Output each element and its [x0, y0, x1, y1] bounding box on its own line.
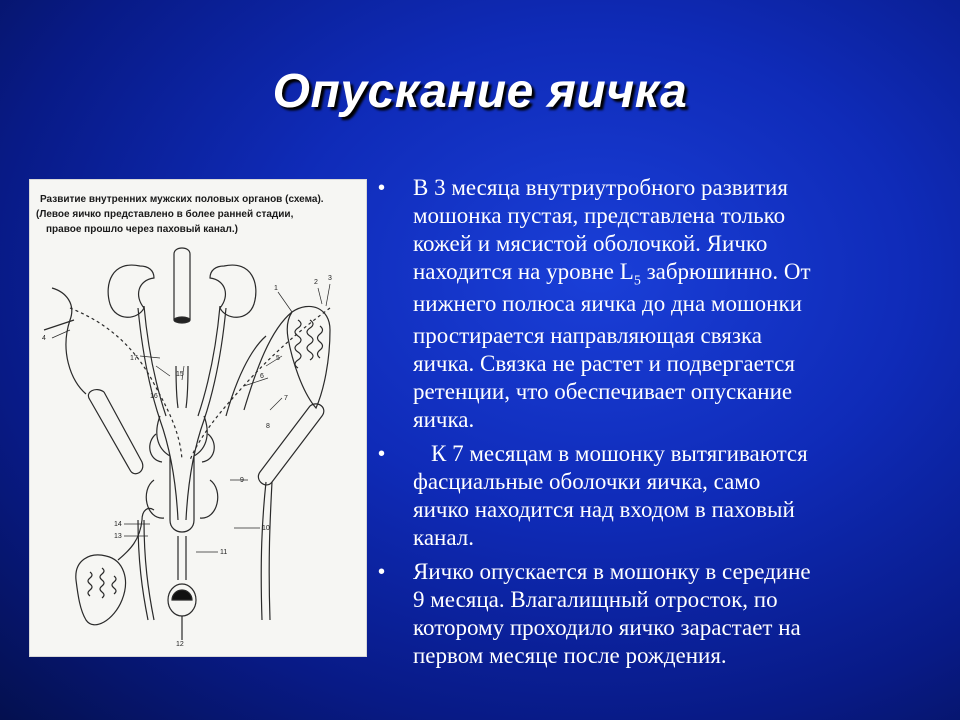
bullet-marker: •	[378, 177, 386, 199]
label-2: 2	[314, 279, 318, 286]
label-10: 10	[262, 525, 270, 532]
anatomy-figure	[29, 179, 367, 657]
label-17: 17	[130, 355, 138, 362]
bullet-line: В 3 месяца внутриутробного развития	[413, 175, 788, 200]
bullet-line: мошонка пустая, представлена только	[413, 203, 786, 228]
bullet-line: яичка. Связка не растет и подвергается	[413, 351, 795, 376]
label-8: 8	[266, 423, 270, 430]
caption-line: (Левое яичко представлено в более ранней стадии,	[36, 209, 294, 220]
bullet-line-level: находится на уровне $L_5$ забрюшинно. От	[413, 259, 811, 289]
label-13: 13	[114, 533, 122, 540]
label-7: 7	[284, 395, 288, 402]
label-3: 3	[328, 275, 332, 282]
bullet-line: кожей и мясистой оболочкой. Яичко	[413, 231, 768, 256]
bullet-line: Яичко опускается в мошонку в середине	[413, 559, 811, 584]
caption-line: правое прошло через паховый канал.)	[46, 224, 238, 235]
bullet-list	[378, 174, 938, 676]
aorta	[174, 248, 190, 320]
reproductive-organs-diagram	[30, 180, 368, 658]
right-gonad	[258, 404, 323, 485]
label-1: 1	[274, 285, 278, 292]
bullet-item	[378, 174, 938, 434]
bullet-line: которому проходило яичко зарастает на	[413, 615, 801, 640]
right-kidney	[210, 265, 256, 317]
label-15: 15	[176, 371, 184, 378]
bullet-line: яичка.	[413, 407, 475, 432]
bullet-line: 9 месяца. Влагалищный отросток, по	[413, 587, 778, 612]
bullet-line: первом месяце после рождения.	[413, 643, 727, 668]
bullet-marker: •	[378, 561, 386, 583]
label-6: 6	[260, 373, 264, 380]
slide-title: Опускание яичка	[272, 65, 688, 118]
bullet-line: ретенции, что обеспечивает опускание	[413, 379, 793, 404]
label-11: 11	[220, 549, 228, 556]
bullet-line: К 7 месяцам в мошонку вытягиваются	[431, 441, 808, 466]
bullet-line: фасциальные оболочки яичка, само	[413, 469, 761, 494]
left-kidney	[108, 265, 154, 317]
bullet-line: канал.	[413, 525, 474, 550]
label-12: 12	[176, 641, 184, 648]
label-9: 9	[240, 477, 244, 484]
bullet-line: простирается направляющая связка	[413, 323, 762, 348]
bullet-item	[378, 440, 938, 552]
label-4: 4	[42, 335, 46, 342]
left-gonad	[88, 390, 142, 474]
bullet-line: нижнего полюса яичка до дна мошонки	[413, 291, 802, 316]
label-14: 14	[114, 521, 122, 528]
label-5: 5	[276, 355, 280, 362]
bullet-marker: •	[378, 443, 386, 465]
bullet-item	[378, 558, 938, 670]
epididymis	[287, 306, 330, 408]
label-16: 16	[150, 393, 158, 400]
bullet-line: яичко находится над входом в паховый	[413, 497, 795, 522]
caption-line: Развитие внутренних мужских половых органов (схема).	[40, 194, 324, 205]
